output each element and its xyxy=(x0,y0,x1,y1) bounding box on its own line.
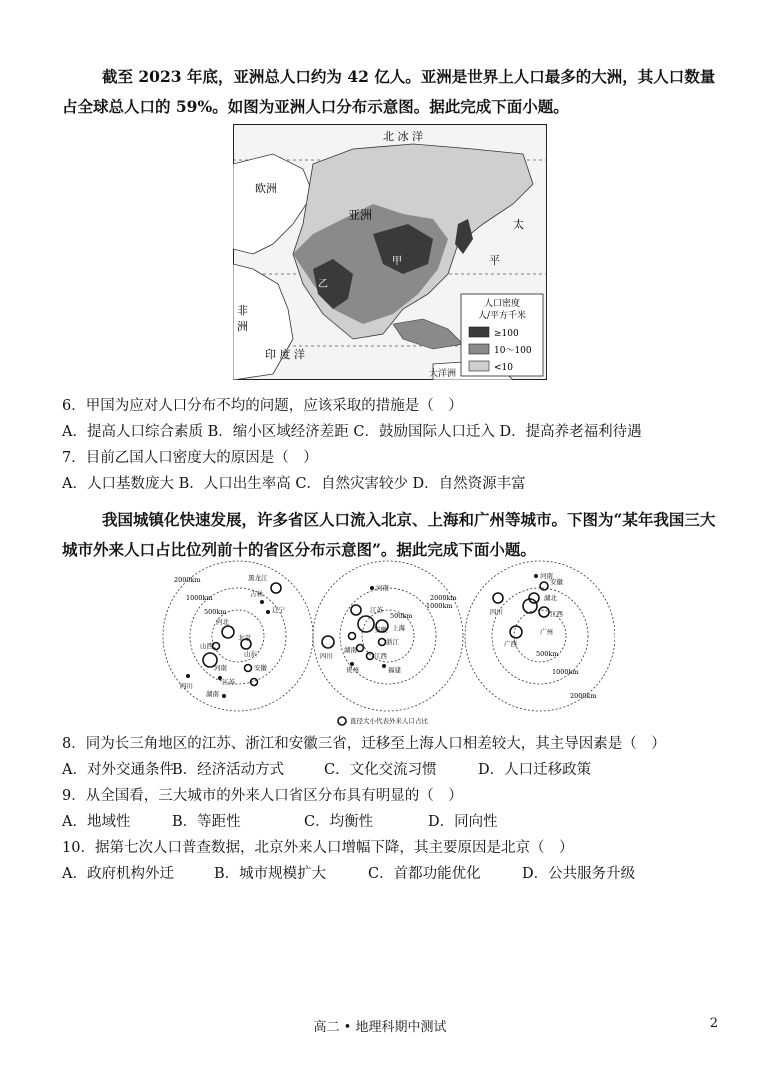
beijing-bubble-shanxi xyxy=(213,643,220,650)
q8-option-a: A．对外交通条件 xyxy=(62,762,174,778)
three-city-migration-diagram xyxy=(160,560,615,728)
q9-option-b: B．等距性 xyxy=(172,814,241,830)
question-10-options xyxy=(62,863,742,885)
legend-label-high: ≥100 xyxy=(494,329,519,339)
legend-swatch-low xyxy=(469,361,489,371)
label-pacific-2: 平 xyxy=(489,254,500,267)
question-6-stem: 6．甲国为应对人口分布不均的问题，应该采取的措施是（ ） xyxy=(62,398,463,414)
legend-swatch-high xyxy=(469,327,489,337)
guangzhou-bubble-sichuan xyxy=(493,593,503,603)
map-legend xyxy=(461,294,543,376)
label-pacific-1: 太 xyxy=(513,218,524,231)
beijing-label-10: 四川 xyxy=(180,682,193,690)
legend-label-low: <10 xyxy=(494,363,513,373)
beijing-label-3: 河北 xyxy=(216,618,229,626)
q9-option-a: A．地域性 xyxy=(62,814,131,830)
guangzhou-ring-500: 500km xyxy=(536,650,559,658)
guangzhou-label-6: 广西 xyxy=(504,640,517,648)
shanghai-label-7: 湖南 xyxy=(344,646,357,654)
shanghai-label-3: 上海 xyxy=(392,624,405,632)
shanghai-label-6: 四川 xyxy=(320,652,333,660)
asia-population-map xyxy=(233,124,547,380)
diagram-legend-text: 直径大小代表外来人口占比 xyxy=(350,717,428,725)
beijing-label-12: 湖南 xyxy=(206,690,219,698)
beijing-label-7: 河南 xyxy=(214,664,227,672)
guangzhou-dot-henan xyxy=(534,574,538,578)
shanghai-ring-1000: 1000km xyxy=(426,602,453,610)
q10-option-a: A．政府机构外迁 xyxy=(62,866,174,882)
shanghai-bubble-hunan xyxy=(357,645,364,652)
legend-label-mid: 10～100 xyxy=(494,346,532,356)
beijing-dot-hubei xyxy=(218,676,222,680)
legend-title-1: 人口密度 xyxy=(483,299,521,309)
legend-title-2: 人/平方千米 xyxy=(477,311,527,321)
q9-option-c: C．均衡性 xyxy=(304,814,374,830)
beijing-label-5: 山西 xyxy=(200,642,213,650)
beijing-label-9: 江苏 xyxy=(222,678,235,686)
intro-2-text: 我国城镇化快速发展，许多省区人口流入北京、上海和广州等城市。下图为“某年我国三大城市外来人口占比位列前十的省区分布示意图”。据此完成下面小题。 xyxy=(62,510,716,559)
beijing-label-4: 北京 xyxy=(238,634,251,642)
q10-option-d: D．公共服务升级 xyxy=(522,866,636,882)
q10-option-b: B．城市规模扩大 xyxy=(214,866,327,882)
beijing-ring-2000: 2000km xyxy=(174,576,201,584)
beijing-ring-500: 500km xyxy=(204,608,227,616)
shanghai-ring-500: 500km xyxy=(390,612,413,620)
beijing-label-0: 黑龙江 xyxy=(248,574,268,582)
shanghai-label-4: 浙江 xyxy=(386,638,399,646)
beijing-label-6: 山东 xyxy=(244,650,257,658)
label-africa-2: 洲 xyxy=(237,320,248,333)
guangzhou-ring-1000: 1000km xyxy=(552,668,579,676)
question-9-options xyxy=(62,811,742,833)
q8-option-b: B．经济活动方式 xyxy=(172,762,285,778)
label-arctic-ocean: 北 冰 洋 xyxy=(383,130,423,143)
intro-1-text: 截至 2023 年底，亚洲总人口约为 42 亿人。亚洲是世界上人口最多的大洲，其人口数量占全球总人口的 59%。如图为亚洲人口分布示意图。据此完成下面小题。 xyxy=(62,67,716,116)
label-europe: 欧洲 xyxy=(255,182,277,195)
question-6-options: A．提高人口综合素质 B．缩小区域经济差距 C．鼓励国际人口迁入 D．提高养老福利待遇 xyxy=(62,424,642,440)
beijing-dot-liaoning xyxy=(266,610,270,614)
shanghai-label-0: 河南 xyxy=(376,584,389,592)
guangzhou-label-0: 河南 xyxy=(540,572,553,580)
shanghai-ring-2000: 2000km xyxy=(430,594,457,602)
q8-option-d: D．人口迁移政策 xyxy=(478,762,592,778)
shanghai-bubble-hubei xyxy=(349,633,356,640)
label-country-jia: 甲 xyxy=(392,256,402,267)
shanghai-label-2: 安徽 xyxy=(374,626,387,634)
footer-title: 高二 • 地理科期中测试 xyxy=(313,1020,447,1035)
shanghai-bubble-jiangxi xyxy=(367,653,374,660)
label-country-yi: 乙 xyxy=(318,279,328,290)
question-8-options xyxy=(62,759,742,781)
beijing-label-1: 吉林 xyxy=(250,590,263,598)
beijing-dot-hunan xyxy=(222,694,226,698)
guangzhou-label-7: 广州 xyxy=(540,628,553,636)
label-africa-1: 非 xyxy=(237,304,248,317)
label-asia: 亚洲 xyxy=(348,208,373,222)
beijing-dot-sichuan xyxy=(186,674,190,678)
shanghai-diagram xyxy=(313,561,463,711)
label-oceania: 大洋洲 xyxy=(429,369,457,379)
beijing-diagram xyxy=(163,561,313,711)
legend-swatch-mid xyxy=(469,344,489,354)
guangzhou-ring-2000: 2000km xyxy=(570,692,597,700)
shanghai-bubble-sichuan xyxy=(322,636,334,648)
label-indian-ocean: 印 度 洋 xyxy=(265,348,305,361)
guangzhou-bubble-guangxi xyxy=(510,626,522,638)
shanghai-label-1: 江苏 xyxy=(370,606,383,614)
guangzhou-bubble-hubei xyxy=(529,593,539,603)
guangzhou-label-3: 四川 xyxy=(490,608,503,616)
intro-paragraph-2 xyxy=(62,505,722,565)
shanghai-label-10: 贵州 xyxy=(346,666,359,674)
guangzhou-diagram xyxy=(465,561,615,711)
shanghai-dot-henan xyxy=(370,586,374,590)
guangzhou-label-2: 湖北 xyxy=(544,594,557,602)
guangzhou-label-5: 江西 xyxy=(550,610,563,618)
guangzhou-bubble-anhui xyxy=(540,582,548,590)
shanghai-label-8: 江西 xyxy=(374,652,387,660)
q8-option-c: C．文化交流习惯 xyxy=(324,762,437,778)
guangzhou-bubble-jiangxi xyxy=(539,607,549,617)
question-7-options: A．人口基数庞大 B．人口出生率高 C．自然灾害较少 D．自然资源丰富 xyxy=(62,476,526,492)
shanghai-bubble-jiangsu xyxy=(351,605,361,615)
beijing-ring-1000: 1000km xyxy=(186,594,213,602)
shanghai-bubble-zhejiang xyxy=(379,639,386,646)
intro-paragraph-1 xyxy=(62,62,722,122)
guangzhou-label-1: 安徽 xyxy=(550,578,563,586)
beijing-dot-jilin xyxy=(260,600,264,604)
q9-option-d: D．同向性 xyxy=(428,814,498,830)
page-number: 2 xyxy=(709,1016,718,1031)
beijing-bubble-anhui xyxy=(245,665,252,672)
question-8-stem: 8．同为长三角地区的江苏、浙江和安徽三省，迁移至上海人口相差较大，其主导因素是（ ） xyxy=(62,736,666,752)
beijing-label-8: 安徽 xyxy=(254,664,267,672)
diagram-legend-circle xyxy=(338,717,346,725)
beijing-bubble-hebei xyxy=(222,626,234,638)
q10-option-c: C．首都功能优化 xyxy=(368,866,481,882)
beijing-bubble-heilongjiang xyxy=(271,583,281,593)
question-10-stem: 10．据第七次人口普查数据，北京外来人口增幅下降，其主要原因是北京（ ） xyxy=(62,840,574,856)
shanghai-bubble-anhui xyxy=(358,616,374,632)
beijing-label-2: 辽宁 xyxy=(272,606,285,614)
question-7-stem: 7．目前乙国人口密度大的原因是（ ） xyxy=(62,450,318,466)
shanghai-label-9: 福建 xyxy=(388,666,401,674)
shanghai-dot-fujian xyxy=(382,664,386,668)
question-9-stem: 9．从全国看，三大城市的外来人口省区分布具有明显的（ ） xyxy=(62,788,463,804)
